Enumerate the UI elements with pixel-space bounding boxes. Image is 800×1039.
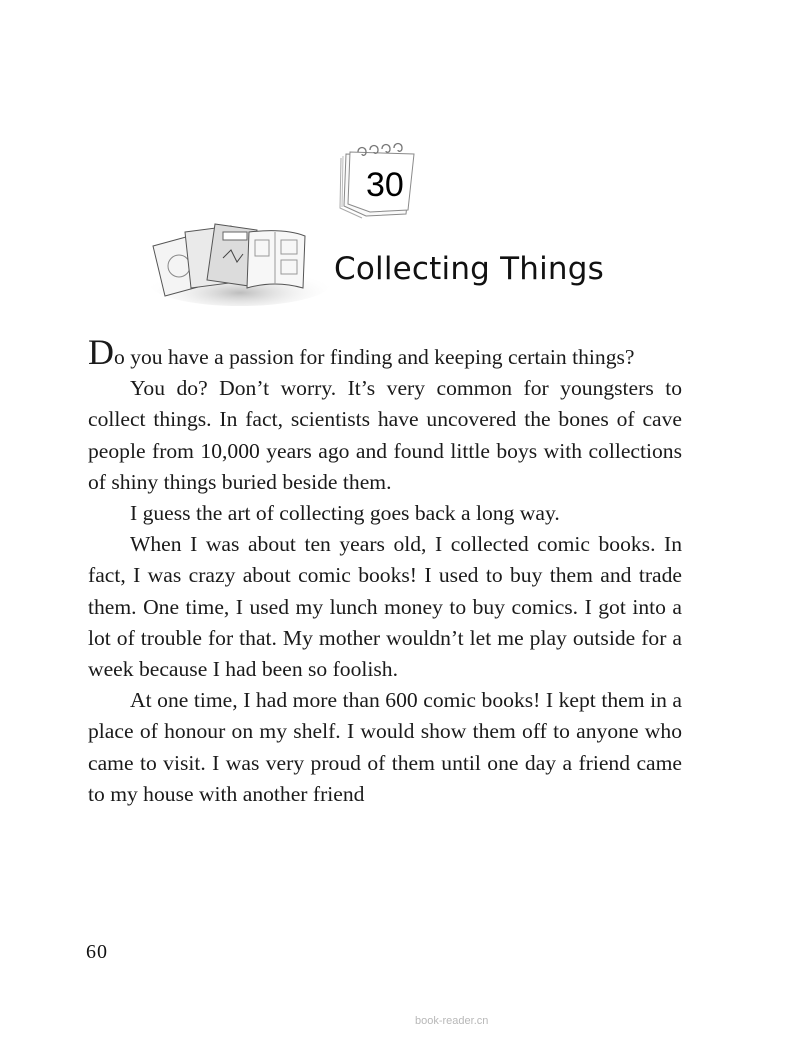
paragraph-1: Do you have a passion for finding and keeping certain things? [88, 332, 635, 372]
paragraph-2: You do? Don’t worry. It’s very common for youngsters to collect things. In fact, scientists have uncovered the bones of cave people from 10,000 years ago and found little boys with collections of shiny things buried beside them. [88, 376, 682, 494]
comic-books-illustration [145, 218, 330, 306]
paragraph-4: When I was about ten years old, I collected comic books. In fact, I was crazy about comic books! I used to buy them and trade them. One time, I used my lunch money to buy comics. I got into a lot of trouble for that. My mother wouldn’t let me play outside for a week because I had been so foolish. [88, 532, 682, 682]
paragraph-5: At one time, I had more than 600 comic books! I kept them in a place of honour on my shelf. I would show them off to anyone who came to visit. I was very proud of them until one day a friend came to my house with another friend [88, 688, 682, 806]
drop-cap: D [88, 332, 114, 372]
page-number: 60 [86, 941, 108, 963]
chapter-title: Collecting Things [334, 251, 604, 287]
watermark: book-reader.cn [415, 1015, 489, 1027]
chapter-body [88, 332, 682, 810]
chapter-number: 30 [366, 166, 404, 204]
paragraph-3: I guess the art of collecting goes back a long way. [130, 501, 560, 526]
